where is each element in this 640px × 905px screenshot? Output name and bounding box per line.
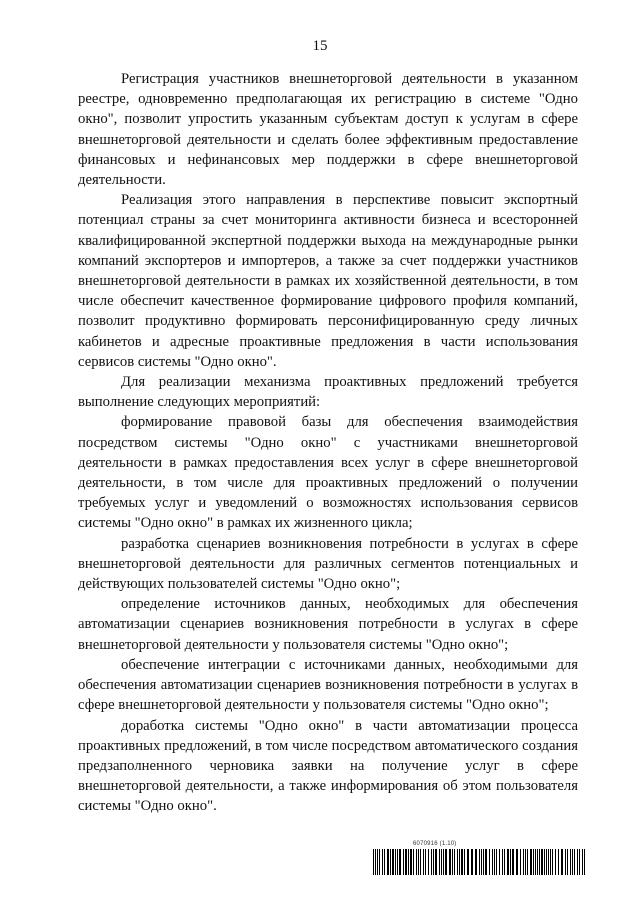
- list-item-system-upgrade: доработка системы "Одно окно" в части автоматизации процесса проактивных предложений, в том числе посредством автоматического создания предзаполненного черновика заявки на получение услуг в сфере внешнеторговой деятельности, а также информирования об этом пользователя системы "Одно окно".: [78, 717, 578, 815]
- document-body: [78, 69, 578, 817]
- list-item-integration: обеспечение интеграции с источниками данных, необходимыми для обеспечения автоматизации сценариев возникновения потребности в услугах в сфере внешнеторговой деятельности у пользователя системы "Одно окно";: [78, 656, 578, 714]
- paragraph-measures-intro: Для реализации механизма проактивных предложений требуется выполнение следующих мероприятий:: [78, 374, 578, 411]
- paragraph-registration: Регистрация участников внешнеторговой деятельности в указанном реестре, одновременно предполагающая их регистрацию в системе "Одно окно", позволит упростить указанным субъектам доступ к услугам в сфере внешнеторговой деятельности и сделать более эффективным предоставление финансовых и нефинансовых мер поддержки в сфере внешнеторговой деятельности.: [78, 71, 578, 189]
- list-item-scenarios: разработка сценариев возникновения потребности в услугах в сфере внешнеторговой деятельности для различных сегментов потенциальных и действующих пользователей системы "Одно окно";: [78, 535, 578, 593]
- list-item-data-sources: определение источников данных, необходимых для обеспечения автоматизации сценариев возникновения потребности в услугах в сфере внешнеторговой деятельности у пользователя системы "Одно окно";: [78, 596, 578, 653]
- barcode: [373, 849, 588, 875]
- list-item-legal-base: формирование правовой базы для обеспечения взаимодействия посредством системы "Одно окно" с участниками внешнеторговой деятельности в рамках предоставления всех услуг в сфере внешнеторговой деятельности, в том числе для проактивных предложений о получении требуемых услуг и уведомлений о возможностях использования сервисов системы "Одно окно" в рамках их жизненного цикла;: [78, 414, 578, 532]
- page-number: 15: [312, 38, 328, 54]
- document-code: 6070916 (1.10): [413, 841, 457, 847]
- paragraph-export-potential: Реализация этого направления в перспективе повысит экспортный потенциал страны за счет мониторинга активности бизнеса и всесторонней квалифицированной экспертной поддержки выхода на международные рынки компаний экспортеров и импортеров, а также за счет поддержки участников внешнеторговой деятельности в рамках их хозяйственной деятельности, в том числе обеспечит качественное формирование цифрового профиля компаний, позволит продуктивно формировать персонифицированную среду личных кабинетов и адресные проактивные предложения в части использования сервисов системы "Одно окно".: [78, 192, 578, 370]
